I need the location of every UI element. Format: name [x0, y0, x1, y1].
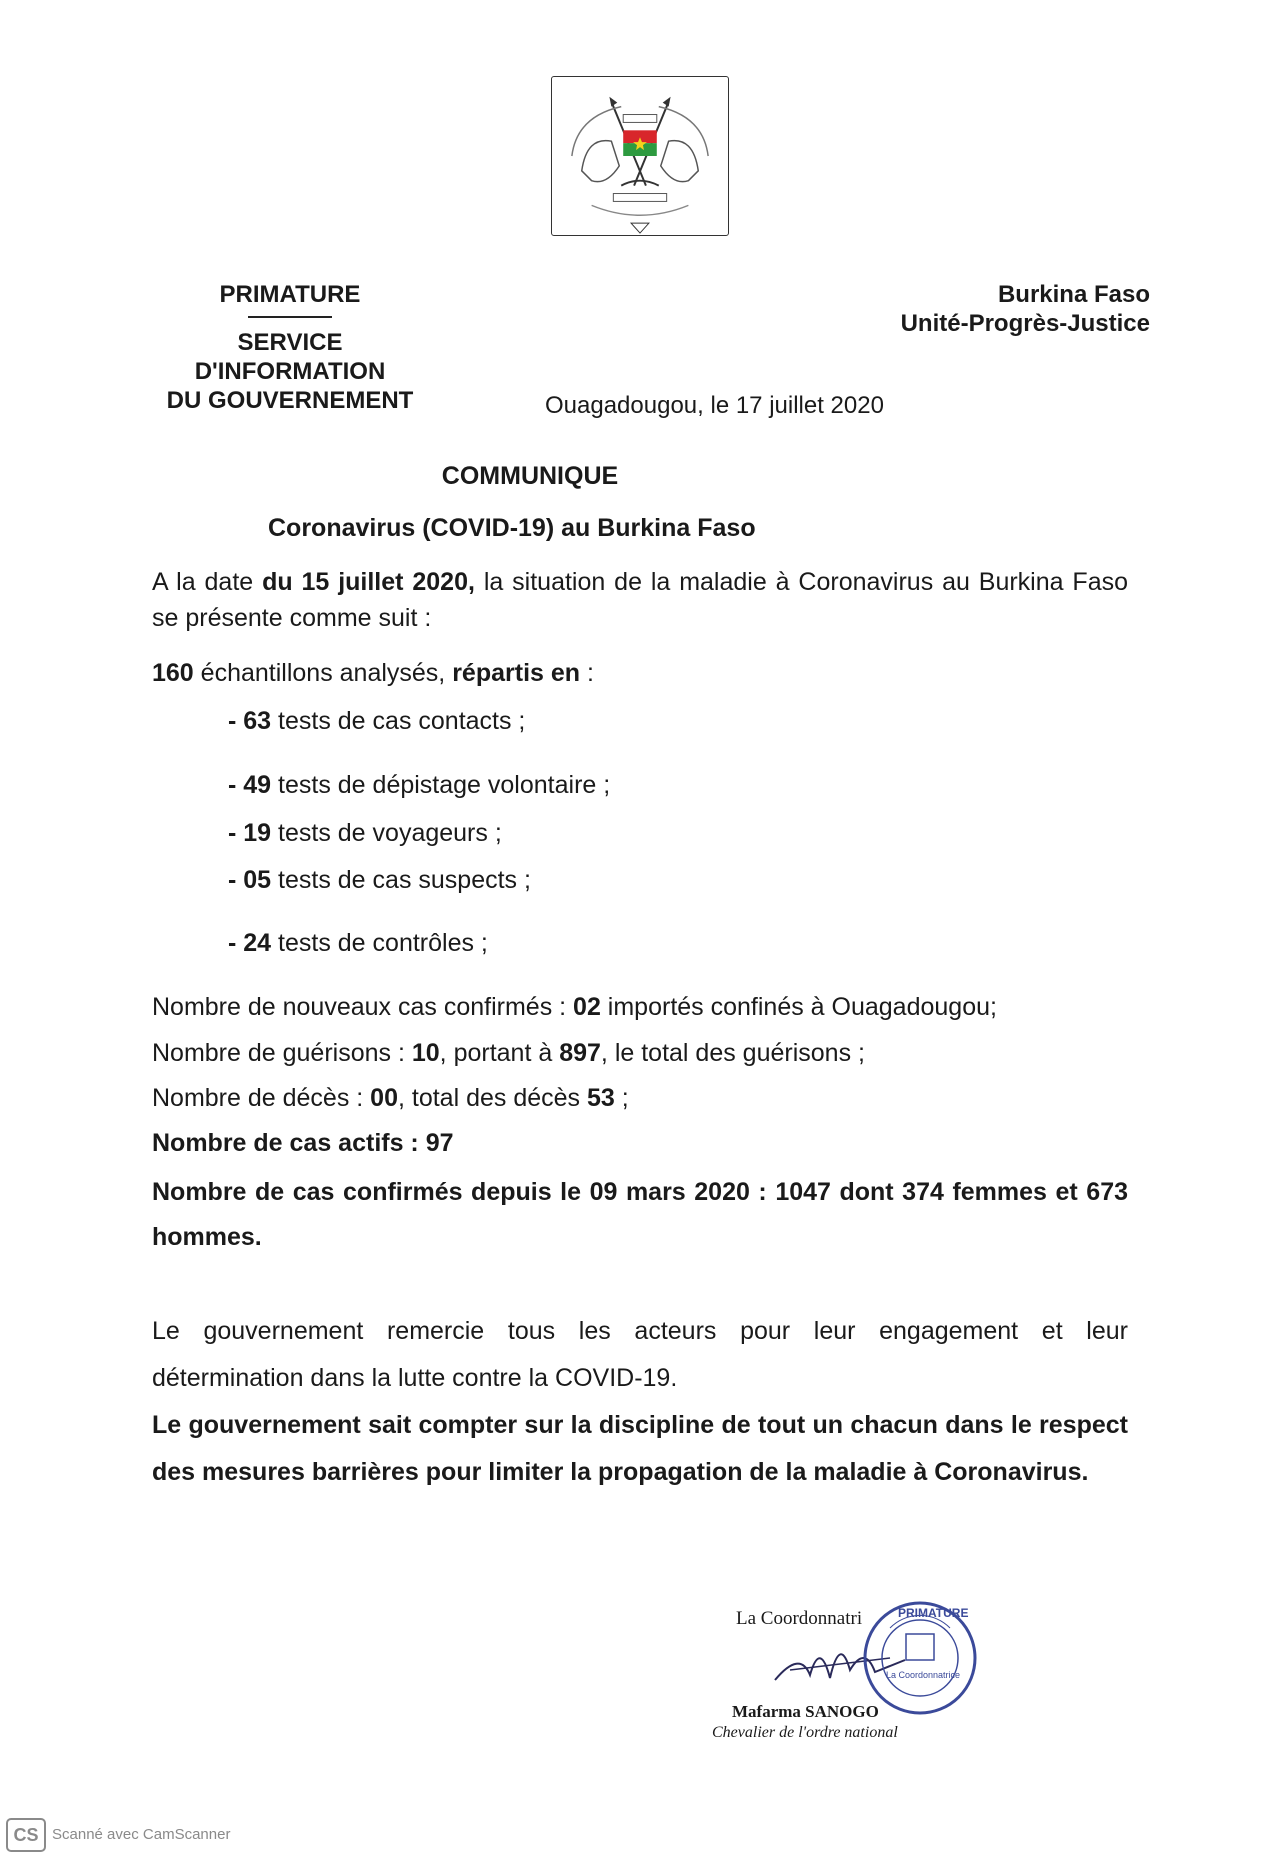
cumulative-line2: hommes. [152, 1223, 262, 1251]
test-label: tests de dépistage volontaire ; [271, 771, 611, 799]
active-cases-line: Nombre de cas actifs : 97 [152, 1129, 454, 1157]
national-motto: Unité-Progrès-Justice [900, 310, 1150, 337]
official-stamp [862, 1600, 978, 1716]
intro-text-a: A la date [152, 568, 263, 596]
samples-line [152, 655, 1128, 691]
closing-p2-line1: Le gouvernement sait compter sur la discipline de tout un chacun dans le respect [152, 1411, 1128, 1439]
new-cases-label: Nombre de nouveaux cas confirmés : [152, 993, 574, 1021]
scanner-footer [6, 1818, 230, 1852]
closing-p1-line1: Le gouvernement remercie tous les acteurs pour leur engagement et leur [152, 1317, 1128, 1345]
closing-paragraph-1 [152, 1308, 1128, 1402]
deaths-end: ; [614, 1084, 629, 1112]
recoveries-end: , le total des guérisons ; [600, 1039, 865, 1067]
header-divider [248, 316, 332, 318]
test-label: tests de voyageurs ; [271, 819, 502, 847]
closing-p1-line2: détermination dans la lutte contre la COVID-19. [152, 1364, 678, 1392]
stamp-inner-text: La Coordonnatrice [886, 1670, 961, 1680]
samples-colon: : [580, 659, 594, 687]
cumulative-cases [152, 1170, 1128, 1260]
test-count: 63 [243, 707, 272, 735]
signatory-role: La Coordonnatri [736, 1608, 863, 1629]
deaths-total: 53 [587, 1084, 615, 1112]
test-count: 19 [243, 819, 272, 847]
test-label: tests de cas contacts ; [271, 707, 526, 735]
service-name-line1: SERVICE D'INFORMATION [194, 329, 386, 385]
deaths-text: , total des décès [397, 1084, 587, 1112]
intro-line2: se présente comme suit : [152, 604, 432, 632]
recoveries-label: Nombre de guérisons : [152, 1039, 412, 1067]
deaths-new: 00 [370, 1084, 398, 1112]
test-count: 05 [243, 866, 272, 894]
stamp-top-text: PRIMATURE [898, 1606, 969, 1620]
coat-of-arms-emblem [551, 76, 729, 236]
test-count: 49 [243, 771, 272, 799]
document-title: COMMUNIQUE [441, 462, 619, 490]
samples-count: 160 [152, 659, 194, 687]
recoveries-line [152, 1035, 1128, 1071]
signatory-name: Mafarma SANOGO [732, 1702, 879, 1721]
closing-p2-line2: des mesures barrières pour limiter la propagation de la maladie à Coronavirus. [152, 1458, 1089, 1486]
office-name: PRIMATURE [219, 281, 361, 308]
deaths-label: Nombre de décès : [152, 1084, 371, 1112]
test-count: 24 [243, 929, 272, 957]
samples-text: échantillons analysés, [193, 659, 453, 687]
intro-paragraph [152, 564, 1128, 636]
new-cases-line [152, 989, 1128, 1025]
test-item-suspects: - 05 tests de cas suspects ; [228, 866, 531, 894]
recoveries-text: , portant à [439, 1039, 560, 1067]
intro-date: du 15 juillet 2020, [262, 568, 475, 596]
intro-line1 [152, 564, 1128, 600]
document-subtitle: Coronavirus (COVID-19) au Burkina Faso [268, 514, 756, 542]
header-left [140, 280, 440, 415]
test-item-travellers: - 19 tests de voyageurs ; [228, 819, 502, 847]
test-label: tests de contrôles ; [271, 929, 488, 957]
cumulative-line1: Nombre de cas confirmés depuis le 09 mars 2020 : 1047 dont 374 femmes et 673 [152, 1178, 1128, 1206]
service-name-line2: DU GOUVERNEMENT [166, 387, 414, 414]
intro-text-c: la situation de la maladie à Coronavirus au Burkina Faso [474, 568, 1129, 596]
closing-paragraph-2 [152, 1402, 1128, 1496]
signatory-distinction: Chevalier de l'ordre national [712, 1724, 898, 1741]
country-name: Burkina Faso [997, 281, 1150, 308]
scanner-footer-text: Scanné avec CamScanner [52, 1825, 231, 1843]
test-item-contacts: - 63 tests de cas contacts ; [228, 707, 526, 735]
new-cases-detail: importés confinés à Ouagadougou; [600, 993, 997, 1021]
camscanner-logo-icon: CS [6, 1818, 46, 1852]
test-item-controls: - 24 tests de contrôles ; [228, 929, 488, 957]
recoveries-new: 10 [411, 1039, 440, 1067]
test-label: tests de cas suspects ; [271, 866, 531, 894]
new-cases-count: 02 [573, 993, 601, 1021]
test-item-voluntary: - 49 tests de dépistage volontaire ; [228, 771, 611, 799]
header-right [870, 280, 1150, 338]
dateline: Ouagadougou, le 17 juillet 2020 [545, 392, 884, 419]
deaths-line [152, 1080, 1128, 1116]
recoveries-total: 897 [559, 1039, 601, 1067]
samples-split-label: répartis en [452, 659, 581, 687]
